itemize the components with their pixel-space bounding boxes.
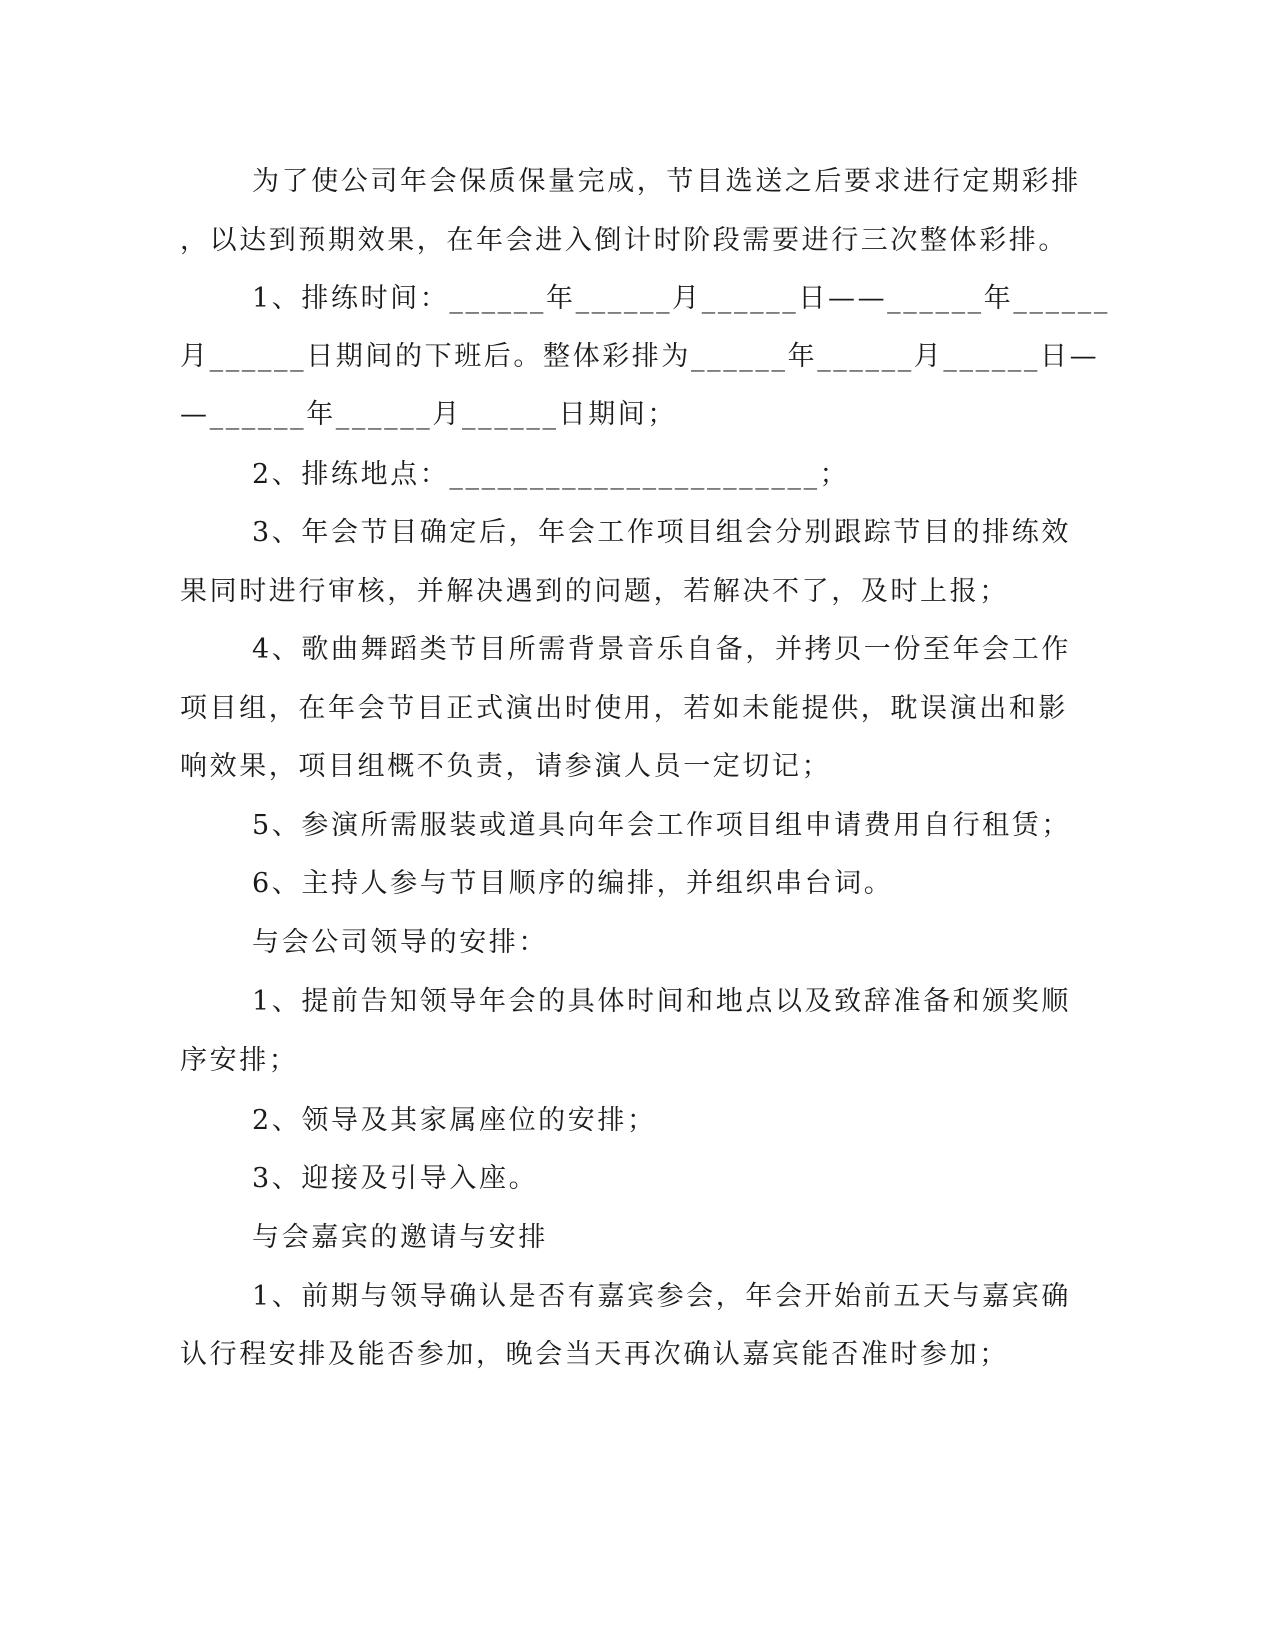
paragraph-line: 3、年会节目确定后，年会工作项目组会分别跟踪节目的排练效 <box>252 517 1071 548</box>
paragraph-line: 为了使公司年会保质保量完成，节目选送之后要求进行定期彩排 <box>252 166 1081 197</box>
paragraph-line: 5、参演所需服装或道具向年会工作项目组申请费用自行租赁； <box>252 810 1071 841</box>
paragraph-line: 1、提前告知领导年会的具体时间和地点以及致辞准备和颁奖顺 <box>252 986 1071 1017</box>
paragraph-line: 认行程安排及能否参加，晚会当天再次确认嘉宾能否准时参加； <box>180 1339 1009 1370</box>
paragraph-line: 响效果，项目组概不负责，请参演人员一定切记； <box>180 751 832 782</box>
paragraph-line: 2、领导及其家属座位的安排； <box>252 1105 657 1136</box>
paragraph-line: 序安排； <box>180 1045 299 1076</box>
paragraph-line: 3、迎接及引导入座。 <box>252 1163 539 1194</box>
section-heading: 与会公司领导的安排： <box>252 927 548 958</box>
paragraph-line: 2、排练地点：_______________________； <box>252 459 850 490</box>
section-heading: 与会嘉宾的邀请与安排 <box>252 1222 548 1253</box>
paragraph-line: —______年______月______日期间； <box>180 399 677 430</box>
paragraph-line: 果同时进行审核，并解决遇到的问题，若解决不了，及时上报； <box>180 576 1009 607</box>
paragraph-line: 月______日期间的下班后。整体彩排为______年______月______日— <box>180 341 1100 372</box>
paragraph-line: 项目组，在年会节目正式演出时使用，若如未能提供，耽误演出和影 <box>180 693 1068 724</box>
paragraph-line: 4、歌曲舞蹈类节目所需背景音乐自备，并拷贝一份至年会工作 <box>252 634 1071 665</box>
paragraph-line: 6、主持人参与节目顺序的编排，并组织串台词。 <box>252 868 894 899</box>
paragraph-line: ，以达到预期效果，在年会进入倒计时阶段需要进行三次整体彩排。 <box>180 225 1068 256</box>
paragraph-line: 1、排练时间：______年______月______日——______年______ <box>252 283 1110 314</box>
paragraph-line: 1、前期与领导确认是否有嘉宾参会，年会开始前五天与嘉宾确 <box>252 1281 1071 1312</box>
